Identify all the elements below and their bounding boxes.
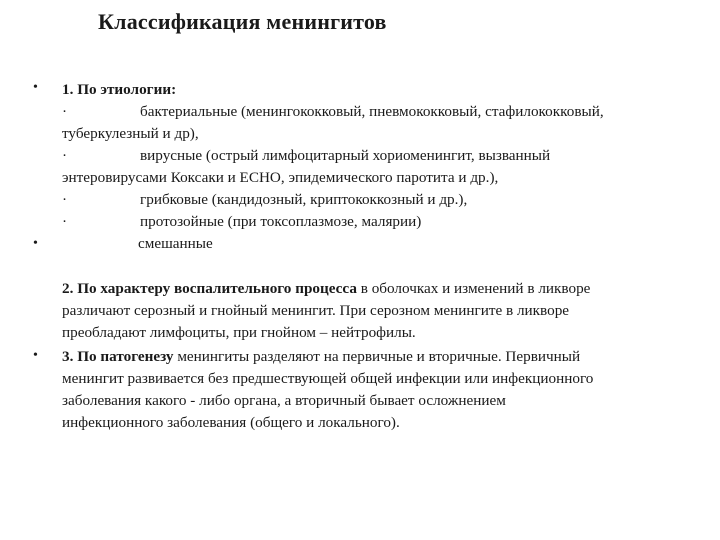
etiology-heading: 1. По этиологии: (62, 81, 177, 98)
list-item: · грибковые (кандидозный, криптококкозный и др.), (62, 191, 468, 208)
paragraph-line: преобладают лимфоциты, при гнойном – нейтрофилы. (62, 324, 416, 341)
list-item: · вирусные (острый лимфоцитарный хориоменингит, вызванный (62, 147, 551, 164)
paragraph-line: заболевания какого - либо органа, а вторичный бывает осложнением (62, 392, 506, 409)
list-item-continuation: энтеровирусами Коксаки и ЕСНО, эпидемического паротита и др.), (62, 169, 499, 186)
list-item: · бактериальные (менингококковый, пневмококковый, стафилококковый, (62, 103, 604, 120)
bullet-marker: • (33, 80, 38, 95)
paragraph-line: инфекционного заболевания (общего и локального). (62, 414, 400, 431)
inflammation-section: 2. По характеру воспалительного процесса в оболочках и изменений в ликворе различают серозный и гнойный менингит. При серозном менингите в ликворе преобладают лимфоциты, при гнойном – нейтрофилы. (62, 278, 702, 344)
pathogenesis-heading: 3. По патогенезу (62, 348, 174, 365)
list-item-continuation: туберкулезный и др), (62, 125, 199, 142)
inflammation-heading: 2. По характеру воспалительного процесса (62, 280, 357, 297)
list-item: смешанные (138, 235, 213, 252)
pathogenesis-section: 3. По патогенезу менингиты разделяют на первичные и вторичные. Первичный менингит развивается без предшествующей общей инфекции или инфекционного заболевания какого - либо органа, а вторичный бывает осложнением инфекционного заболевания (общего и локального). (62, 346, 702, 434)
bullet-marker: • (33, 348, 38, 363)
etiology-section (62, 79, 702, 255)
paragraph-line: менингит развивается без предшествующей общей инфекции или инфекционного (62, 370, 594, 387)
bullet-marker: • (33, 236, 38, 251)
list-item: · протозойные (при токсоплазмозе, малярии) (62, 213, 422, 230)
page-title: Классификация менингитов (98, 9, 387, 34)
paragraph-line: различают серозный и гнойный менингит. При серозном менингите в ликворе (62, 302, 570, 319)
